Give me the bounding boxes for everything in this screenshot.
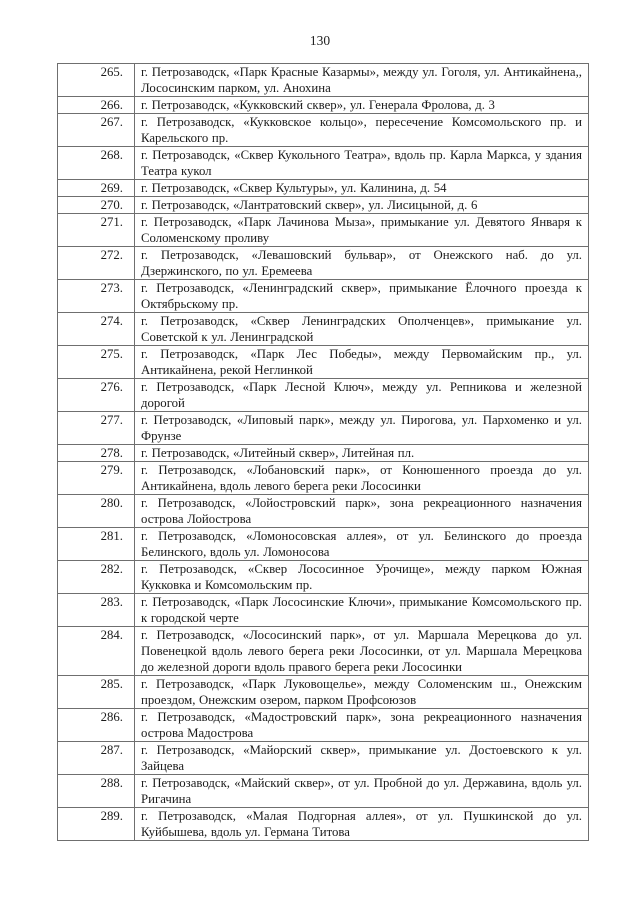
row-number: 272. xyxy=(58,247,135,280)
page-number: 130 xyxy=(309,33,331,48)
row-number: 283. xyxy=(58,594,135,627)
row-description: г. Петрозаводск, «Парк Лес Победы», между Первомайским пр., ул. Антикайнена, рекой Неглинкой xyxy=(135,346,589,379)
table-row xyxy=(58,445,589,462)
table-row xyxy=(58,495,589,528)
row-description: г. Петрозаводск, «Кукковский сквер», ул. Генерала Фролова, д. 3 xyxy=(135,97,589,114)
row-description: г. Петрозаводск, «Лобановский парк», от Конюшенного проезда до ул. Антикайнена, вдоль левого берега реки Лососинки xyxy=(135,462,589,495)
row-number: 285. xyxy=(58,676,135,709)
row-number: 270. xyxy=(58,197,135,214)
row-number: 275. xyxy=(58,346,135,379)
row-number: 284. xyxy=(58,627,135,676)
table-row xyxy=(58,114,589,147)
table-body xyxy=(58,64,589,841)
table-row xyxy=(58,214,589,247)
table-row xyxy=(58,197,589,214)
row-description: г. Петрозаводск, «Лососинский парк», от ул. Маршала Мерецкова до ул. Повенецкой вдоль левого берега реки Лососинки, от ул. Маршала Мерецкова до железной дороги вдоль правого берега реки Лососинки xyxy=(135,627,589,676)
table-row xyxy=(58,676,589,709)
row-number: 267. xyxy=(58,114,135,147)
row-description: г. Петрозаводск, «Майорский сквер», примыкание ул. Достоевского к ул. Зайцева xyxy=(135,742,589,775)
table-row xyxy=(58,247,589,280)
table-row xyxy=(58,97,589,114)
row-description: г. Петрозаводск, «Левашовский бульвар», от Онежского наб. до ул. Дзержинского, по ул. Еремеева xyxy=(135,247,589,280)
row-description: г. Петрозаводск, «Сквер Ленинградских Ополченцев», примыкание ул. Советской к ул. Ленинградской xyxy=(135,313,589,346)
row-description: г. Петрозаводск, «Парк Лососинские Ключи», примыкание Комсомольского пр. к городской черте xyxy=(135,594,589,627)
row-description: г. Петрозаводск, «Парк Лачинова Мыза», примыкание ул. Девятого Января к Соломенскому проливу xyxy=(135,214,589,247)
row-number: 274. xyxy=(58,313,135,346)
row-description: г. Петрозаводск, «Лантратовский сквер», ул. Лисицыной, д. 6 xyxy=(135,197,589,214)
table-row xyxy=(58,742,589,775)
table-row xyxy=(58,280,589,313)
table-row xyxy=(58,528,589,561)
row-description: г. Петрозаводск, «Малая Подгорная аллея», от ул. Пушкинской до ул. Куйбышева, вдоль ул. Германа Титова xyxy=(135,808,589,841)
row-number: 287. xyxy=(58,742,135,775)
row-number: 269. xyxy=(58,180,135,197)
row-description: г. Петрозаводск, «Майский сквер», от ул. Пробной до ул. Державина, вдоль ул. Ригачина xyxy=(135,775,589,808)
table-row xyxy=(58,412,589,445)
row-description: г. Петрозаводск, «Липовый парк», между ул. Пирогова, ул. Пархоменко и ул. Фрунзе xyxy=(135,412,589,445)
row-description: г. Петрозаводск, «Ленинградский сквер», примыкание Ёлочного проезда к Октябрьскому пр. xyxy=(135,280,589,313)
row-description: г. Петрозаводск, «Сквер Культуры», ул. Калинина, д. 54 xyxy=(135,180,589,197)
row-description: г. Петрозаводск, «Сквер Кукольного Театра», вдоль пр. Карла Маркса, у здания Театра кукол xyxy=(135,147,589,180)
table-row xyxy=(58,561,589,594)
row-number: 277. xyxy=(58,412,135,445)
table-row xyxy=(58,147,589,180)
row-number: 282. xyxy=(58,561,135,594)
row-number: 281. xyxy=(58,528,135,561)
row-description: г. Петрозаводск, «Сквер Лососинное Урочище», между парком Южная Кукковка и Комсомольским пр. xyxy=(135,561,589,594)
row-number: 265. xyxy=(58,64,135,97)
table-row xyxy=(58,775,589,808)
row-number: 266. xyxy=(58,97,135,114)
row-number: 278. xyxy=(58,445,135,462)
table-row xyxy=(58,313,589,346)
row-description: г. Петрозаводск, «Парк Красные Казармы», между ул. Гоголя, ул. Антикайнена,, Лососинским парком, ул. Анохина xyxy=(135,64,589,97)
row-number: 268. xyxy=(58,147,135,180)
row-number: 280. xyxy=(58,495,135,528)
row-number: 276. xyxy=(58,379,135,412)
table-row xyxy=(58,808,589,841)
row-number: 289. xyxy=(58,808,135,841)
row-description: г. Петрозаводск, «Лойостровский парк», зона рекреационного назначения острова Лойострова xyxy=(135,495,589,528)
table-row xyxy=(58,64,589,97)
row-number: 286. xyxy=(58,709,135,742)
row-description: г. Петрозаводск, «Ломоносовская аллея», от ул. Белинского до проезда Белинского, вдоль ул. Ломоносова xyxy=(135,528,589,561)
row-description: г. Петрозаводск, «Парк Луковощелье», между Соломенским ш., Онежским проездом, Онежским озером, парком Профсоюзов xyxy=(135,676,589,709)
row-description: г. Петрозаводск, «Парк Лесной Ключ», между ул. Репникова и железной дорогой xyxy=(135,379,589,412)
row-number: 279. xyxy=(58,462,135,495)
row-description: г. Петрозаводск, «Литейный сквер», Литейная пл. xyxy=(135,445,589,462)
table-row xyxy=(58,346,589,379)
table-row xyxy=(58,594,589,627)
row-description: г. Петрозаводск, «Кукковское кольцо», пересечение Комсомольского пр. и Карельского пр. xyxy=(135,114,589,147)
table-row xyxy=(58,462,589,495)
parks-registry-table xyxy=(57,63,589,841)
table-row xyxy=(58,709,589,742)
row-number: 273. xyxy=(58,280,135,313)
table-row xyxy=(58,379,589,412)
table-row xyxy=(58,627,589,676)
row-description: г. Петрозаводск, «Мадостровский парк», зона рекреационного назначения острова Мадострова xyxy=(135,709,589,742)
table-row xyxy=(58,180,589,197)
row-number: 288. xyxy=(58,775,135,808)
row-number: 271. xyxy=(58,214,135,247)
